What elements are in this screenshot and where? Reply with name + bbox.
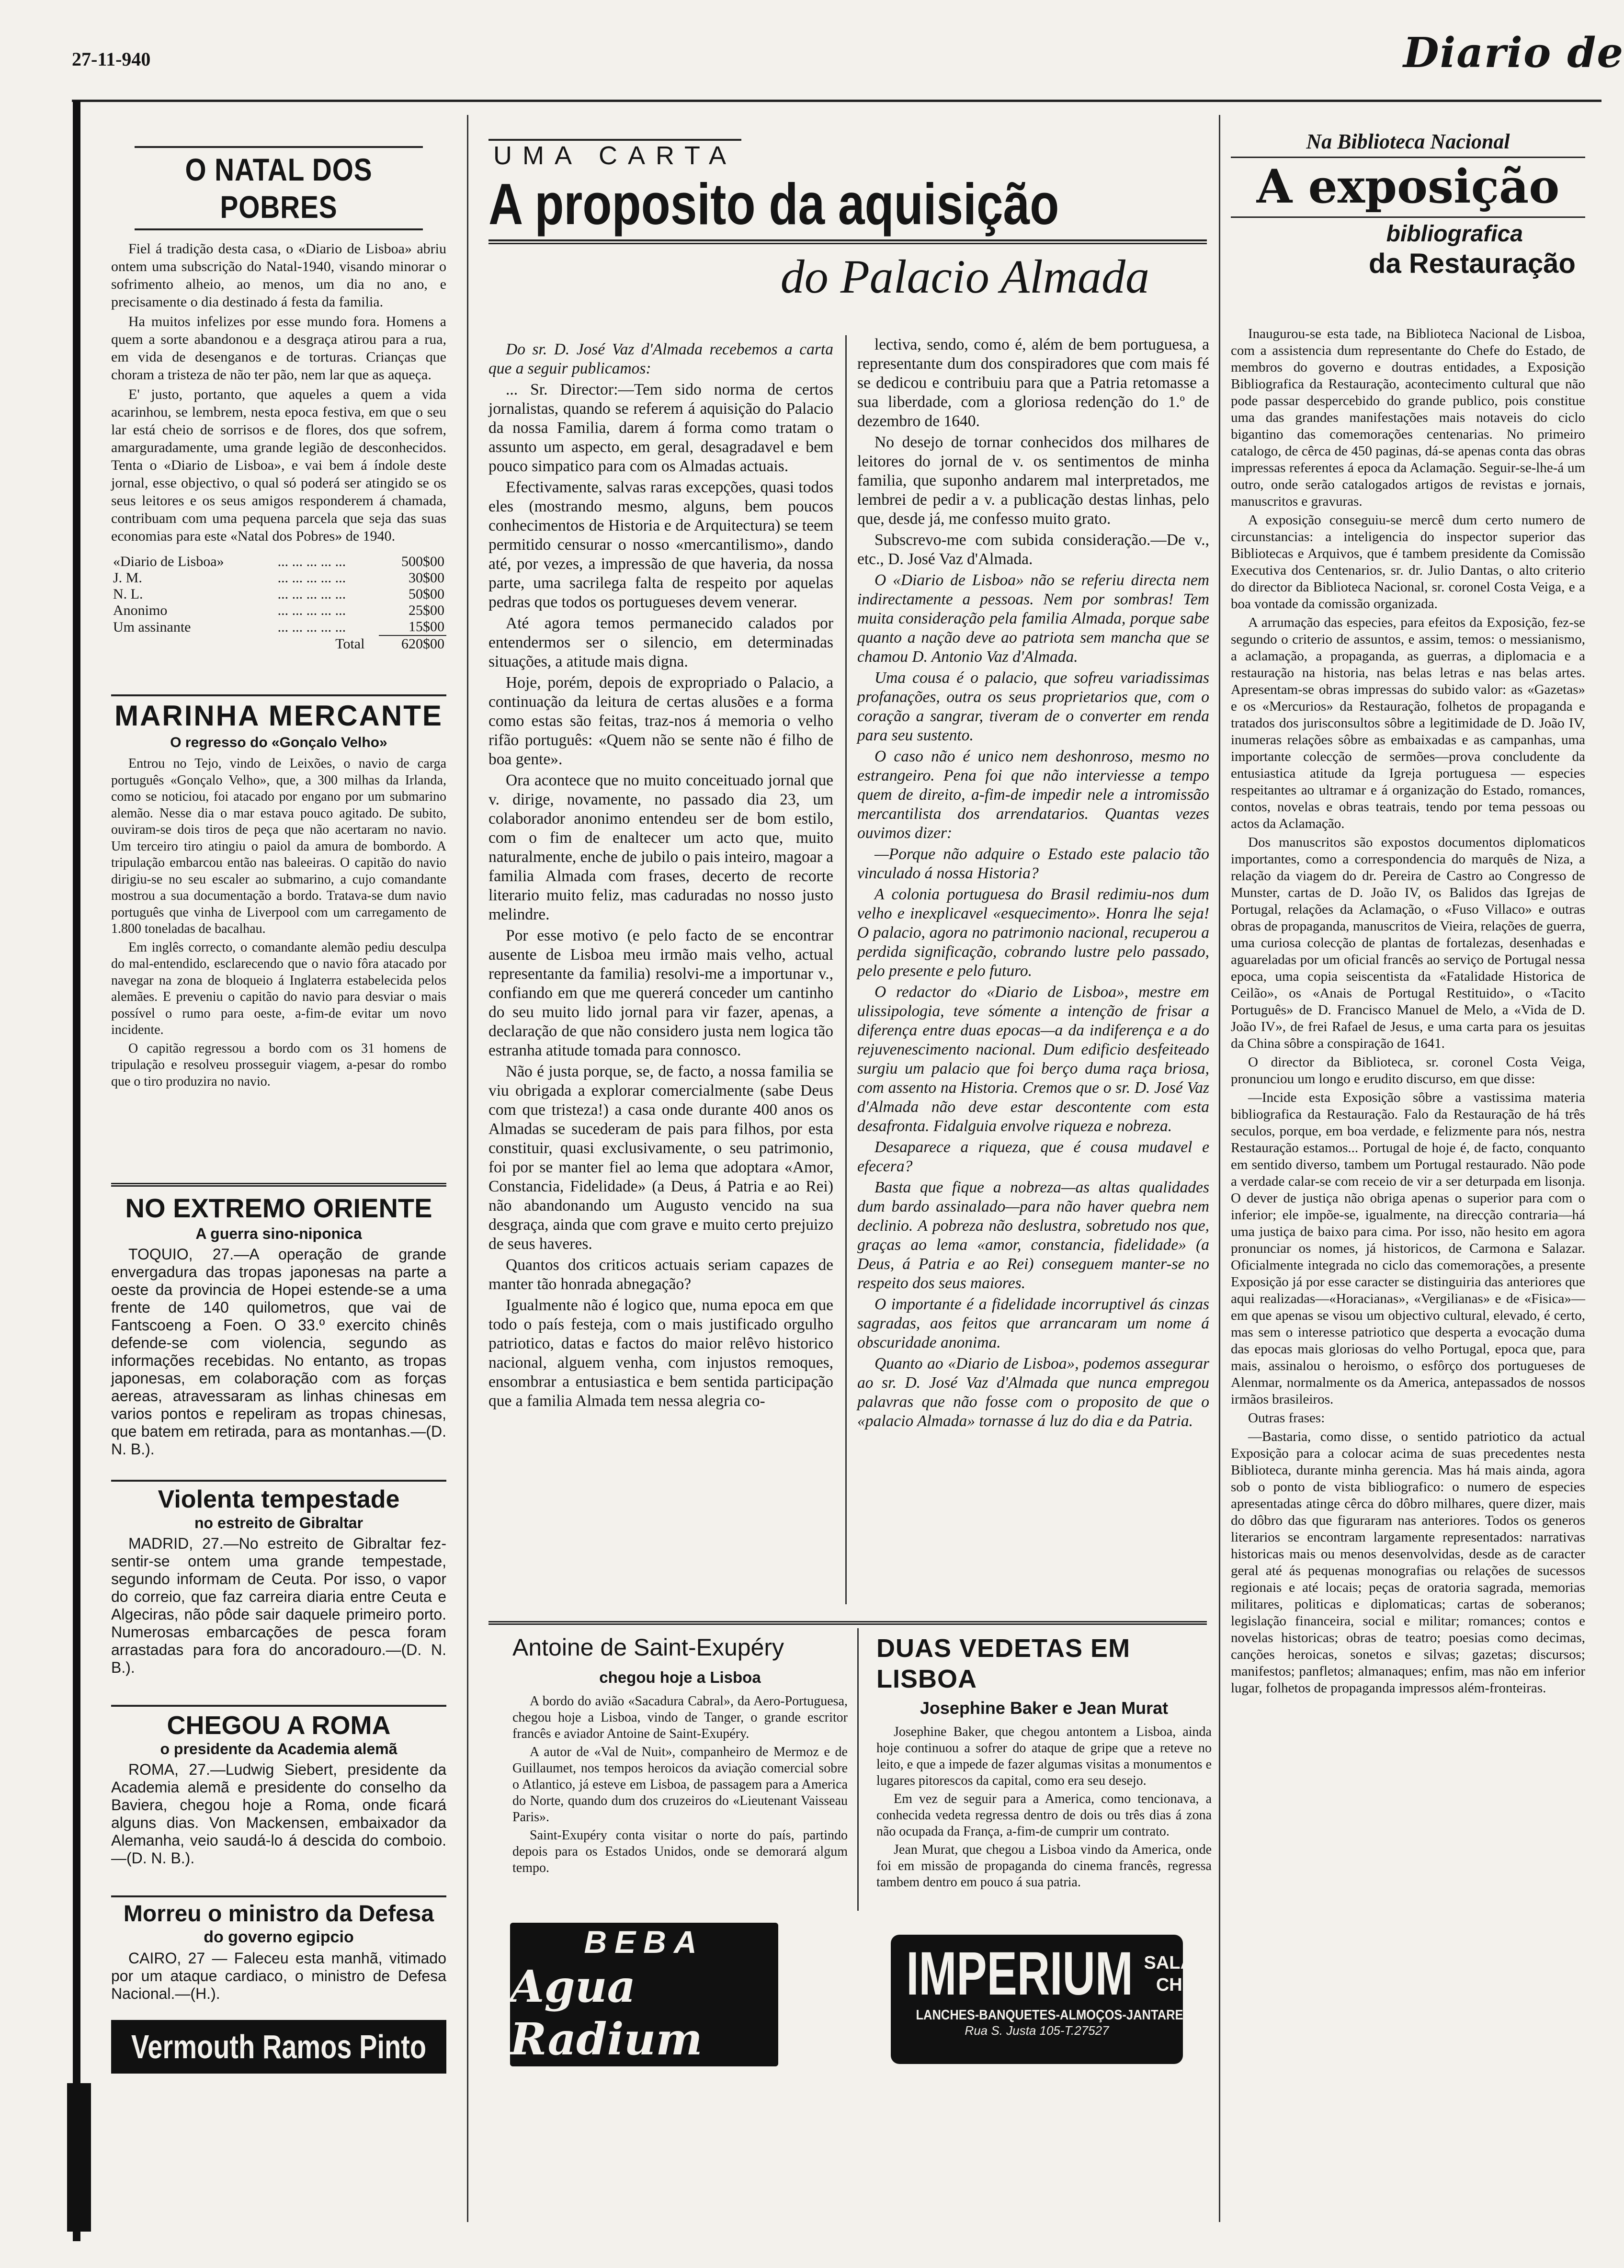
carta-col-1: [488, 340, 833, 1413]
total-row: Total 620$00: [111, 635, 446, 652]
paragraph: Quanto ao «Diario de Lisboa», podemos assegurar ao sr. D. José Vaz d'Almada que nunca empregou palavras que não fosse com o proposito de que o «palacio Almada» tornasse á luz do dia e da Patria.: [857, 1355, 1209, 1430]
paragraph: Fiel á tradição desta casa, o «Diario de Lisboa» abriu ontem uma subscrição do Natal-1940, visando minorar o sofrimento alheio, ao menos, um dia no ano, e precisamente o dia destinado á festa da familia.: [111, 241, 446, 310]
divider: [111, 1480, 446, 1482]
paragraph: TOQUIO, 27.—A operação de grande envergadura das tropas japonesas na parte a oeste da provincia de Hopei estende-se a uma frente de 140 quilometros, que vai de Fantscoeng a Foen. O 33.º exercito chinês defende-se com violencia, segundo as informações recebidas. No entanto, as tropas japonesas, em colaboração com as forças aereas, atravessaram as linhas chinesas em varios pontos e repeliram as tropas chinesas, que batem em retirada, para as montanhas.—(D. N. B.).: [111, 1246, 446, 1458]
divider: [111, 1183, 446, 1187]
paragraph: Quantos dos criticos actuais seriam capazes de manter tão honrada abnegação?: [488, 1256, 833, 1293]
vedetas-article: [876, 1633, 1212, 1893]
list-item: Anonimo ... ... ... ... ... 25$00: [113, 602, 444, 618]
paragraph: O director da Biblioteca, sr. coronel Costa Veiga, pronunciou um longo e erudito discurso, em que disse:: [1231, 1055, 1585, 1087]
expo-subtitle-1: bibliografica: [1386, 221, 1523, 247]
marinha-subtitle: O regresso do «Gonçalo Velho»: [170, 735, 387, 750]
carta-title: A proposito da aquisição: [488, 171, 1059, 237]
divider: [111, 1705, 446, 1707]
paragraph: A autor de «Val de Nuit», companheiro de Mermoz e de Guillaumet, nos tempos heroicos da aviação comercial sobre o Atlantico, já esteve em Lisboa, de passagem para a America do Norte, quando dum dos cruzeiros do «Lieutenant Vaisseau Paris».: [512, 1745, 848, 1825]
natal-article: [111, 146, 446, 652]
ministro-subtitle: do governo egipcio: [204, 1928, 354, 1946]
tempestade-article: [111, 1485, 446, 1678]
natal-title: O NATAL DOS POBRES: [135, 146, 423, 230]
paragraph: O «Diario de Lisboa» não se referiu directa nem indirectamente a pessoas. Nem por sombras! Tem muita consideração pela familia Almada, porque sabe quanto a nação deve ao patriota sem mancha que se chamou D. Antonio Vaz d'Almada.: [857, 571, 1209, 666]
list-item: N. L. ... ... ... ... ... 50$00: [113, 586, 444, 602]
oriente-subtitle: A guerra sino-niponica: [195, 1225, 362, 1242]
radium-ad-line1: BEBA: [584, 1924, 704, 1960]
list-item: Um assinante ... ... ... ... ... 15$00: [113, 619, 444, 635]
divider: [488, 1621, 1207, 1625]
ministro-article: [111, 1900, 446, 2005]
paragraph: E' justo, portanto, que aqueles a quem a vida acarinhou, se lembrem, nesta epoca festiva, em que o seu lar está cheio de sorrisos e de flores, dos que sofrem, amarguradamente, uma grande legião de desconhecidos. Tenta o «Diario de Lisboa», e vai bem á índole deste jornal, esse objectivo, o qual só poderá ser atingido se os seus leitores e os seus amigos responderem á chamada, contribuam com uma pequena parcela que seja das suas economias para este «Natal dos Pobres» de 1940.: [111, 386, 446, 544]
vedetas-title: DUAS VEDETAS EM LISBOA: [876, 1634, 1131, 1693]
imperium-ad-side2: CHÁ: [1156, 1975, 1196, 1995]
ministro-title: Morreu o ministro da Defesa: [123, 1901, 434, 1927]
exupery-article: [512, 1633, 848, 1878]
paragraph: —Porque não adquire o Estado este palacio tão vinculado á nossa Historia?: [857, 845, 1209, 882]
expo-title: A exposição: [1256, 159, 1560, 214]
paragraph: ROMA, 27.—Ludwig Siebert, presidente da Academia alemã e presidente do conselho da Baviera, chegou hoje a Roma, onde ficará alguns dias. Von Mackensen, embaixador da Alemanha, veio saudá-lo á descida do comboio.—(D. N. B.).: [111, 1761, 446, 1867]
paragraph: lectiva, sendo, como é, além de bem portuguesa, a representante dum dos conspiradores que com mais fé se dedicou e contribuiu para que a Patria retomasse a sua liberdade, com a gloriosa redenção do 1.º de dezembro de 1640.: [857, 336, 1209, 430]
carta-article: [488, 139, 1207, 306]
imperium-ad-side1: SALÃO: [1144, 1953, 1208, 1973]
paragraph: A bordo do avião «Sacadura Cabral», da Aero-Portuguesa, chegou hoje a Lisboa, vindo de Tanger, o grande escritor francês e aviador Antoine de Saint-Exupéry.: [512, 1694, 848, 1741]
paragraph: ... Sr. Director:—Tem sido norma de certos jornalistas, quando se referem á aquisição do Palacio da nossa Familia, darem á forma como tratam o assunto um aspecto, em geral, desagradavel e bem pouco simpatico para com os Almadas actuais.: [488, 381, 833, 475]
column-rule: [467, 115, 468, 2222]
paragraph: Ora acontece que no muito conceituado jornal que v. dirige, novamente, no passado dia 23, um colaborador anonimo entendeu ser de bom estilo, com o fim de enaltecer um acto que, muito naturalmente, enche de jubilo o pais inteiro, magoar a familia Almada com frases, decerto de recorte literario muito feliz, mas caduradas no nosso justo melindre.: [488, 771, 833, 923]
paragraph: MADRID, 27.—No estreito de Gibraltar fez-sentir-se ontem uma grande tempestade, segundo informam de Ceuta. Por isso, o vapor do correio, que faz carreira diaria entre Ceuta e Algeciras, não pôde sair daquele primeiro porto. Numerosas embarcações de pesca foram arrastadas para fora do ancoradouro.—(D. N. B.).: [111, 1535, 446, 1676]
paragraph: Inaugurou-se esta tade, na Biblioteca Nacional de Lisboa, com a assistencia dum representante do Chefe do Estado, de membros do governo e doutras entidades, a Exposição Bibliografica da Restauração, acontecimento cultural que não pode passar despercebido do grande publico, pois constitue uma das grandes manifestações mais notaveis do ciclo bigantino das comemorações centenarias. No primeiro catalogo, de cêrca de 450 paginas, dá-se apenas conta das obras impressas referentes á epoca da Aclamação. Seguir-se-lhe-á um outro, onde serão catalogados artigos de revistas e jornais, manuscritos e gravuras.: [1231, 326, 1585, 509]
paragraph: Em inglês correcto, o comandante alemão pediu desculpa do mal-entendido, esclarecendo que o navio fôra atacado por navegar na zona de bloqueio á Inglaterra estabelecida pelos alemães. E preveniu o capitão do navio para desviar o mais possível o rumo para oeste, a-fim-de evitar um novo incidente.: [111, 940, 446, 1037]
expo-article: [1231, 129, 1585, 280]
paragraph: Em vez de seguir para a America, como tencionava, a conhecida vedeta regressa dentro de dois ou três dias á zona não ocupada da França, a-fim-de cumprir um contrato.: [876, 1792, 1212, 1839]
roma-article: [111, 1711, 446, 1869]
paragraph: Igualmente não é logico que, numa epoca em que todo o país festeja, com o mais justificado orgulho patriotico, datas e factos do maior relêvo historico nacional, alguem venha, com injustos remoques, ensombrar a entusiastica e bem sentida participação que a familia Almada tem nessa alegria co-: [488, 1296, 833, 1410]
vermouth-ad: [111, 2020, 446, 2074]
left-margin-bar: [73, 101, 80, 2241]
roma-subtitle: o presidente da Academia alemã: [160, 1740, 397, 1758]
exupery-title: Antoine de Saint-Exupéry: [512, 1634, 784, 1661]
paragraph: Do sr. D. José Vaz d'Almada recebemos a carta que a seguir publicamos:: [488, 340, 833, 377]
paragraph: A colonia portuguesa do Brasil redimiu-nos dum velho e inexplicavel «esquecimento». Honra lhe seja! O palacio, agora no patrimonio nacional, recuperou a perdida significação, cobrando lustre pelo passado, pelo presente e pelo futuro.: [857, 885, 1209, 980]
radium-ad-line2: Agua Radium: [510, 1961, 703, 2065]
paragraph: Por esse motivo (e pelo facto de se encontrar ausente de Lisboa meu irmão mais velho, actual representante da familia) resolvi-me a importunar v., confiando em que me quererá conceder um cantinho do seu muito lido jornal para vir fazer, apenas, a declaração de que não considero justa nem logica tão estranha atitude tomada para connosco.: [488, 927, 833, 1059]
paragraph: Efectivamente, salvas raras excepções, quasi todos eles (mostrando mesmo, alguns, bem poucos conhecimentos de Historia e de Arquitectura) se teem permitido censurar o nosso «mercantilismo», dando até, por vezes, a impressão de que haveria, da nossa parte, uma sacrilega falta de respeito por aquelas pedras que todos os portugueses devem venerar.: [488, 478, 833, 611]
left-margin-block: [67, 2083, 91, 2232]
paragraph: O caso não é unico nem deshonroso, mesmo no estrangeiro. Pena foi que não interviesse a tempo quem de direito, a-fim-de impedir nele a intromissão mercantilista dos arrendatarios. Quantas vezes ouvimos dizer:: [857, 748, 1209, 842]
column-rule: [845, 335, 847, 1604]
paragraph: Uma cousa é o palacio, que sofreu variadissimas profanações, outra os seus proprietarios que, com o coração a sangrar, tiveram de o converter em renda para seu sustento.: [857, 669, 1209, 744]
oriente-title: NO EXTREMO ORIENTE: [125, 1193, 432, 1223]
exupery-subtitle: chegou hoje a Lisboa: [599, 1668, 761, 1686]
imperium-ad-line3: Rua S. Justa 105-T.27527: [965, 2023, 1109, 2038]
paragraph: Desaparece a riqueza, que é cousa mudavel e efecera?: [857, 1138, 1209, 1175]
paragraph: Subscrevo-me com subida consideração.—De v., etc., D. José Vaz d'Almada.: [857, 531, 1209, 568]
paragraph: Não é justa porque, se, de facto, a nossa familia se viu obrigada a explorar comercialmente (sabe Deus com que tristeza!) a casa onde durante 400 anos os Almadas se sucederam de pais para filhos, por esta constituir, quasi exclusivamente, o seu patrimonio, foi por se manter fiel ao lema que adoptara «Amor, Constancia, Fidelidade» (a Deus, á Patria e ao Rei) não abandonando um Augusto vencido na sua desgraça, ainda que com grave e muito certo prejuizo de seus haveres.: [488, 1063, 833, 1253]
divider: [111, 1895, 446, 1897]
subscription-list: [111, 554, 446, 652]
expo-rule: [1231, 216, 1585, 218]
imperium-ad: [891, 1935, 1208, 2064]
expo-kicker: Na Biblioteca Nacional: [1231, 129, 1585, 158]
divider: [111, 694, 446, 696]
paragraph: O redactor do «Diario de Lisboa», mestre em ulissipologia, teve sómente a intenção de frisar a diferença entre duas epocas—a da indiferença e a do rejuvenescimento nacional. Dum edificio desfeiteado surgiu um palacio que foi berço duma raça briosa, com assento na Historia. Cremos que o sr. D. José Vaz d'Almada não deve estar descontente com esta desafronta. Fidalguia envolve riqueza e nobreza.: [857, 983, 1209, 1135]
imperium-ad-line2: LANCHES-BANQUETES-ALMOÇOS-JANTARES: [916, 2007, 1192, 2023]
paragraph: Saint-Exupéry conta visitar o norte do país, partindo depois para os Estados Unidos, onde se demorará algum tempo.: [512, 1828, 848, 1875]
column-rule: [857, 1628, 859, 1911]
radium-ad: [510, 1923, 778, 2066]
paragraph: Hoje, porém, depois de expropriado o Palacio, a continuação da leitura de certas alusões e a forma como estas são feitas, traz-nos á memoria o velho rifão português: «Quem não se sente não é filho de boa gente».: [488, 674, 833, 768]
imperium-ad-name: IMPERIUM: [906, 1939, 1133, 2008]
expo-body: [1231, 326, 1585, 1699]
header-rule: [72, 100, 1601, 102]
paragraph: A exposição conseguiu-se mercê dum certo numero de circunstancias: a inteligencia do inspector superior das Bibliotecas e Arquivos, que é tambem presidente da Comissão Executiva dos Centenarios, sr. dr. Julio Dantas, o alto criterio do director da Biblioteca Nacional, sr. coronel Costa Veiga, e a boa vontade da comissão organizada.: [1231, 512, 1585, 612]
carta-rule: [488, 239, 1207, 244]
paragraph: A arrumação das especies, para efeitos da Exposição, fez-se segundo o criterio de assuntos, e assim, temos: o messianismo, a aclamação, a propaganda, as guerras, a diplomacia e a restauração na historia, nas belas letras e nas belas artes. Apresentam-se obras impressas do subido valor: as «Gazetas» e os «Mercurios» da Restauração, folhetos de propaganda e tratados dos jurisconsultos sôbre a legitimidade de D. João IV, inumeras relações sôbre as embaixadas e as campanhas, uma importante colecção de sermões—prova concludente da entusiastica atitude da Igreja portuguesa — especies respeitantes ao ultramar e á organização do Estado, romances, contos, novelas e obras teatrais, tendo por tema pessoas ou actos da Aclamação.: [1231, 615, 1585, 831]
page-date: 27-11-940: [72, 48, 151, 70]
paragraph: Basta que fique a nobreza—as altas qualidades dum bardo assinalado—para não haver quebra nem declinio. A pobreza não deslustra, sobretudo nos que, graças ao lema «amor, constancia, fidelidade» (a Deus, á Patria e ao Rei) conseguem manter-se no respeito dos seus maiores.: [857, 1179, 1209, 1292]
marinha-article: [111, 699, 446, 1092]
paragraph: Dos manuscritos são expostos documentos diplomaticos importantes, como a correspondencia do marquês de Niza, a relação da viagem do dr. Pereira de Castro ao Congresso de Munster, cartas de D. João IV, os Balidos das Igrejas de Portugal, relações da Aclamação, o «Fuso Villaco» e outras obras de propaganda, manuscritos de Vieira, relações de guerra, uma curiosa colecção de plantas de fortalezas, desenhadas e aguareladas por um oficial francês ao serviço de Portugal nessa epoca, uma copia seiscentista da «Fatalidade Historica de Ceilão», os «Anais de Portugal Restituido», o «Tacito Português» de D. Francisco Manuel de Melo, a «Vida de D. João IV», de frei Rafael de Jesus, e uma carta para os jesuitas da China sôbre a conspiração de 1641.: [1231, 835, 1585, 1051]
list-item: J. M. ... ... ... ... ... 30$00: [113, 570, 444, 586]
tempestade-subtitle: no estreito de Gibraltar: [194, 1514, 363, 1531]
masthead: Diario de: [1403, 29, 1624, 77]
vermouth-ad-text: Vermouth Ramos Pinto: [131, 2028, 427, 2065]
oriente-article: [111, 1192, 446, 1460]
paragraph: —Incide esta Exposição sôbre a vastissima materia bibliografica da Restauração. Falo da Restauração de há três seculos, porque, em boa verdade, e felizmente para nós, nestra Restauração estamos... Portugal de hoje é, de facto, conquanto em sentido diverso, tambem um Portugal restaurado. Não pode a verdade calar-se com receio de vir a ser deturpada em lisonja. O dever de justiça não obriga apenas o superior para com o inferior; ele impõe-se, igualmente, na direcção contraria—há uma justiça de baixo para cima. Por isso, não hesito em agora pronunciar os nomes, já historicos, de Carmona e Salazar. Oficialmente integrada no ciclo das comemorações, a presente Exposição já por esse caracter se distinguiria das anteriores que aqui realizadas—«Horacianas», «Vergilianas» e de «Fisica»—em que apenas se visou um objectivo cultural, elevado, é certo, mas sem o interesse patriotico que desperta a evocação duma das epocas mais gloriosas do velho Portugal, epoca que, para mais, assinalou o heroismo, o esfôrço dos portugueses de Alenmar, normalmente os da America, antepassados de nossos irmãos brasileiros.: [1231, 1090, 1585, 1407]
paragraph: Até agora temos permanecido calados por entendermos ser o silencio, em determinadas situações, a atitude mais digna.: [488, 614, 833, 670]
paragraph: Jean Murat, que chegou a Lisboa vindo da America, onde foi em missão de propaganda do cinema francês, regressa tambem dentro em pouco á sua patria.: [876, 1842, 1212, 1890]
marinha-title: MARINHA MERCANTE: [114, 700, 443, 732]
tempestade-title: Violenta tempestade: [158, 1486, 400, 1513]
paragraph: CAIRO, 27 — Faleceu esta manhã, vitimado por um ataque cardiaco, o ministro de Defesa Nacional.—(H.).: [111, 1950, 446, 2002]
carta-kicker: UMA CARTA: [488, 139, 741, 170]
list-item: «Diario de Lisboa» ... ... ... ... ... 500$00: [113, 554, 444, 569]
expo-subtitle-2: da Restauração: [1369, 248, 1576, 279]
paragraph: Ha muitos infelizes por esse mundo fora. Homens a quem a sorte abandonou e a desgraça atirou para a rua, em vida de desenganos e de torturas. Crianças que choram a tristeza de não ter pão, nem lar que as aqueça.: [111, 314, 446, 383]
carta-col-2: [857, 335, 1209, 1433]
paragraph: O capitão regressou a bordo com os 31 homens de tripulação e resolveu prosseguir viagem, a-pesar do rombo que o tiro produzira no navio.: [111, 1041, 446, 1089]
paragraph: Josephine Baker, que chegou antontem a Lisboa, ainda hoje continuou a sofrer do ataque de gripe que a reteve no leito, e que a impede de fazer algumas visitas a monumentos e lugares pitorescos da capital, como era seu desejo.: [876, 1724, 1212, 1788]
paragraph: O importante é a fidelidade incorruptivel ás cinzas sagradas, aos feitos que arrancaram um nome á obscuridade anonima.: [857, 1295, 1209, 1351]
paragraph: No desejo de tornar conhecidos dos milhares de leitores do jornal de v. os sentimentos de minha familia, que suponho andarem mal interpretados, me lembrei de pedir a v. a publicação destas linhas, pelo que, desde já, me confesso muito grato.: [857, 433, 1209, 528]
carta-subtitle: do Palacio Almada: [780, 250, 1149, 303]
roma-title: CHEGOU A ROMA: [167, 1711, 391, 1740]
paragraph: Entrou no Tejo, vindo de Leixões, o navio de carga português «Gonçalo Velho», que, a 300 milhas da Irlanda, como se noticiou, foi atacado por engano por um submarino alemão. Nesse dia o mar estava pouco agitado. De subito, ouviram-se dois tiros de peça que não acertaram no navio. Um terceiro tiro atingiu o paiol da amura de bombordo. A tripulação embarcou então nas baleeiras. O capitão do navio dirigiu-se no seu escaler ao submarino, a cujo comandante mostrou a sua documentação a bordo. Tratava-se dum navio português que vinha de Liverpool com um carregamento de 1.800 toneladas de bacalhau.: [111, 756, 446, 936]
column-rule: [1219, 115, 1220, 2222]
vedetas-subtitle: Josephine Baker e Jean Murat: [920, 1698, 1169, 1718]
paragraph: —Bastaria, como disse, o sentido patriotico da actual Exposição para a colocar acima de suas precedentes nesta Biblioteca, durante minha gerencia. Mas há mais ainda, agora sob o ponto de vista bibliografico: o numero de especies apresentadas atinge cêrca do dôbro milhares, quere dizer, mais do dôbro das que figuraram nas anteriores. Todos os generos literarios se encontram largamente representados: narrativas historicas mais ou menos desenvolvidas, desde as de caracter geral até ás pequenas monografias ou relações de sucessos regionais e até locais; peças de oratoria sagrada, memorias militares, politicas e diplomaticas; cartas de soberanos; legislação financeira, social e militar; romances; contos e novelas historicas; obras de teatro; poesias como decimas, canções heroicas, sonetos e silvas; gazetas; discursos; manifestos; panfletos; almanaques; enfim, mas não em inferior lugar, folhetos de propaganda impressos além-fronteiras.: [1231, 1429, 1585, 1696]
paragraph: Outras frases:: [1248, 1410, 1325, 1426]
